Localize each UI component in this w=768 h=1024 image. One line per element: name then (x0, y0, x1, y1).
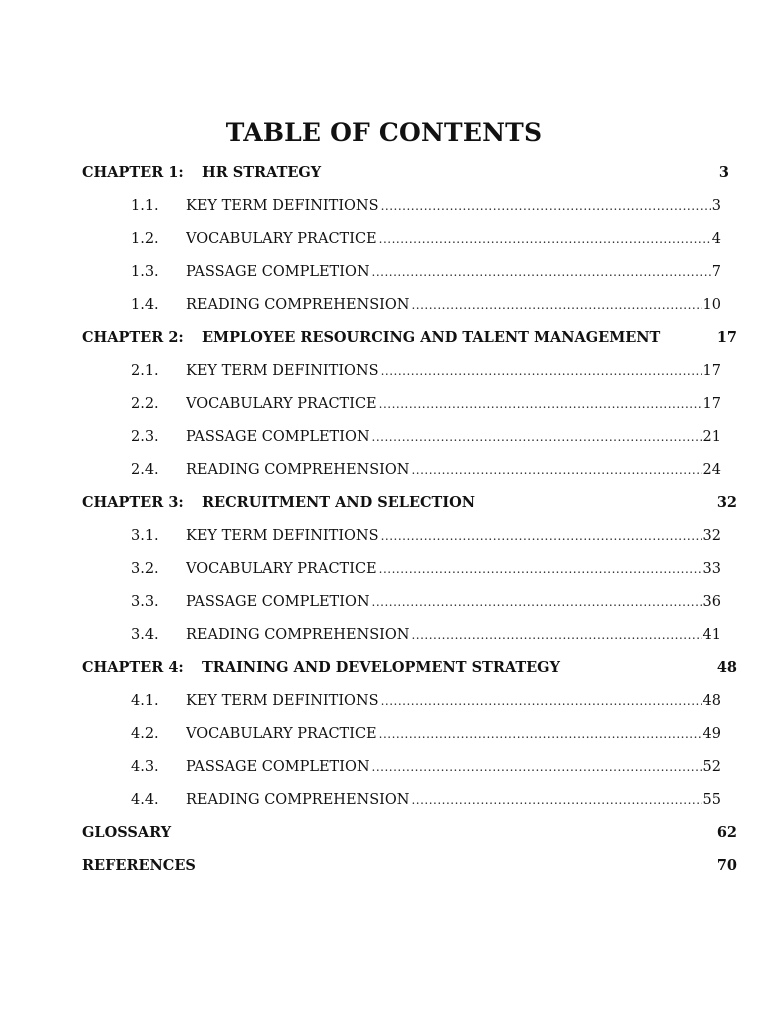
dot-leader (372, 591, 702, 613)
dot-leader (411, 459, 701, 481)
dot-leader (411, 624, 701, 646)
dot-leader (379, 723, 702, 745)
section-title: PASSAGE COMPLETION (186, 759, 370, 775)
chapter-title: RECRUITMENT AND SELECTION (202, 494, 476, 511)
section-title: VOCABULARY PRACTICE (186, 561, 377, 577)
section-page-number: 24 (702, 462, 721, 478)
backmatter-page-number: 62 (716, 824, 737, 841)
section-title: PASSAGE COMPLETION (186, 594, 370, 610)
dot-leader (379, 228, 711, 250)
chapter-label: CHAPTER 4: (82, 659, 184, 676)
chapter-page-number: 17 (716, 329, 737, 346)
section-page-number: 36 (702, 594, 721, 610)
section-entry[interactable] (0, 690, 768, 712)
section-entry[interactable] (0, 789, 768, 811)
chapter-entry[interactable] (0, 327, 768, 349)
section-number: 1.1. (131, 198, 159, 214)
chapter-title: HR STRATEGY (202, 164, 322, 181)
page-title: TABLE OF CONTENTS (225, 118, 543, 147)
section-page-number: 49 (702, 726, 721, 742)
section-entry[interactable] (0, 228, 768, 250)
section-title: KEY TERM DEFINITIONS (186, 528, 379, 544)
section-title: VOCABULARY PRACTICE (186, 726, 377, 742)
section-page-number: 17 (702, 396, 721, 412)
section-entry[interactable] (0, 591, 768, 613)
section-number: 4.4. (131, 792, 159, 808)
chapter-entry[interactable] (0, 492, 768, 514)
glossary-entry[interactable] (0, 822, 768, 844)
section-number: 4.2. (131, 726, 159, 742)
section-page-number: 32 (702, 528, 721, 544)
section-number: 3.3. (131, 594, 159, 610)
dot-leader (381, 690, 702, 712)
chapter-page-number: 3 (718, 164, 729, 181)
chapter-title: EMPLOYEE RESOURCING AND TALENT MANAGEMENT (202, 329, 661, 346)
section-page-number: 48 (702, 693, 721, 709)
section-page-number: 17 (702, 363, 721, 379)
section-entry[interactable] (0, 624, 768, 646)
backmatter-page-number: 70 (716, 857, 737, 874)
section-title: PASSAGE COMPLETION (186, 429, 370, 445)
section-title: READING COMPREHENSION (186, 297, 410, 313)
section-number: 1.2. (131, 231, 159, 247)
chapter-entry[interactable] (0, 657, 768, 679)
section-entry[interactable] (0, 195, 768, 217)
dot-leader (381, 195, 711, 217)
chapter-label: CHAPTER 2: (82, 329, 184, 346)
chapter-page-number: 48 (716, 659, 737, 676)
dot-leader (379, 558, 702, 580)
dot-leader (381, 360, 702, 382)
section-number: 4.1. (131, 693, 159, 709)
section-entry[interactable] (0, 360, 768, 382)
section-entry[interactable] (0, 261, 768, 283)
section-page-number: 55 (702, 792, 721, 808)
section-page-number: 7 (711, 264, 721, 280)
chapter-entry[interactable] (0, 162, 768, 184)
references-entry[interactable] (0, 855, 768, 877)
dot-leader (379, 393, 702, 415)
dot-leader (372, 261, 711, 283)
section-title: PASSAGE COMPLETION (186, 264, 370, 280)
section-title: KEY TERM DEFINITIONS (186, 693, 379, 709)
section-title: READING COMPREHENSION (186, 792, 410, 808)
dot-leader (372, 426, 702, 448)
section-number: 1.3. (131, 264, 159, 280)
section-title: READING COMPREHENSION (186, 462, 410, 478)
section-number: 2.1. (131, 363, 159, 379)
section-page-number: 10 (702, 297, 721, 313)
section-number: 2.4. (131, 462, 159, 478)
section-entry[interactable] (0, 393, 768, 415)
section-entry[interactable] (0, 723, 768, 745)
section-page-number: 52 (702, 759, 721, 775)
section-entry[interactable] (0, 525, 768, 547)
section-title: READING COMPREHENSION (186, 627, 410, 643)
section-entry[interactable] (0, 426, 768, 448)
section-page-number: 21 (702, 429, 721, 445)
section-page-number: 41 (702, 627, 721, 643)
section-number: 2.2. (131, 396, 159, 412)
backmatter-title: REFERENCES (82, 857, 196, 874)
section-number: 3.4. (131, 627, 159, 643)
chapter-page-number: 32 (716, 494, 737, 511)
section-page-number: 3 (711, 198, 721, 214)
section-entry[interactable] (0, 459, 768, 481)
section-entry[interactable] (0, 558, 768, 580)
chapter-title: TRAINING AND DEVELOPMENT STRATEGY (202, 659, 560, 676)
section-title: KEY TERM DEFINITIONS (186, 363, 379, 379)
dot-leader (381, 525, 702, 547)
dot-leader (372, 756, 702, 778)
section-entry[interactable] (0, 756, 768, 778)
section-number: 3.1. (131, 528, 159, 544)
section-number: 1.4. (131, 297, 159, 313)
section-number: 3.2. (131, 561, 159, 577)
section-entry[interactable] (0, 294, 768, 316)
dot-leader (411, 294, 701, 316)
section-title: VOCABULARY PRACTICE (186, 396, 377, 412)
chapter-label: CHAPTER 3: (82, 494, 184, 511)
section-title: KEY TERM DEFINITIONS (186, 198, 379, 214)
dot-leader (411, 789, 701, 811)
section-page-number: 4 (711, 231, 721, 247)
section-title: VOCABULARY PRACTICE (186, 231, 377, 247)
backmatter-title: GLOSSARY (82, 824, 172, 841)
chapter-label: CHAPTER 1: (82, 164, 184, 181)
section-number: 4.3. (131, 759, 159, 775)
section-number: 2.3. (131, 429, 159, 445)
section-page-number: 33 (702, 561, 721, 577)
